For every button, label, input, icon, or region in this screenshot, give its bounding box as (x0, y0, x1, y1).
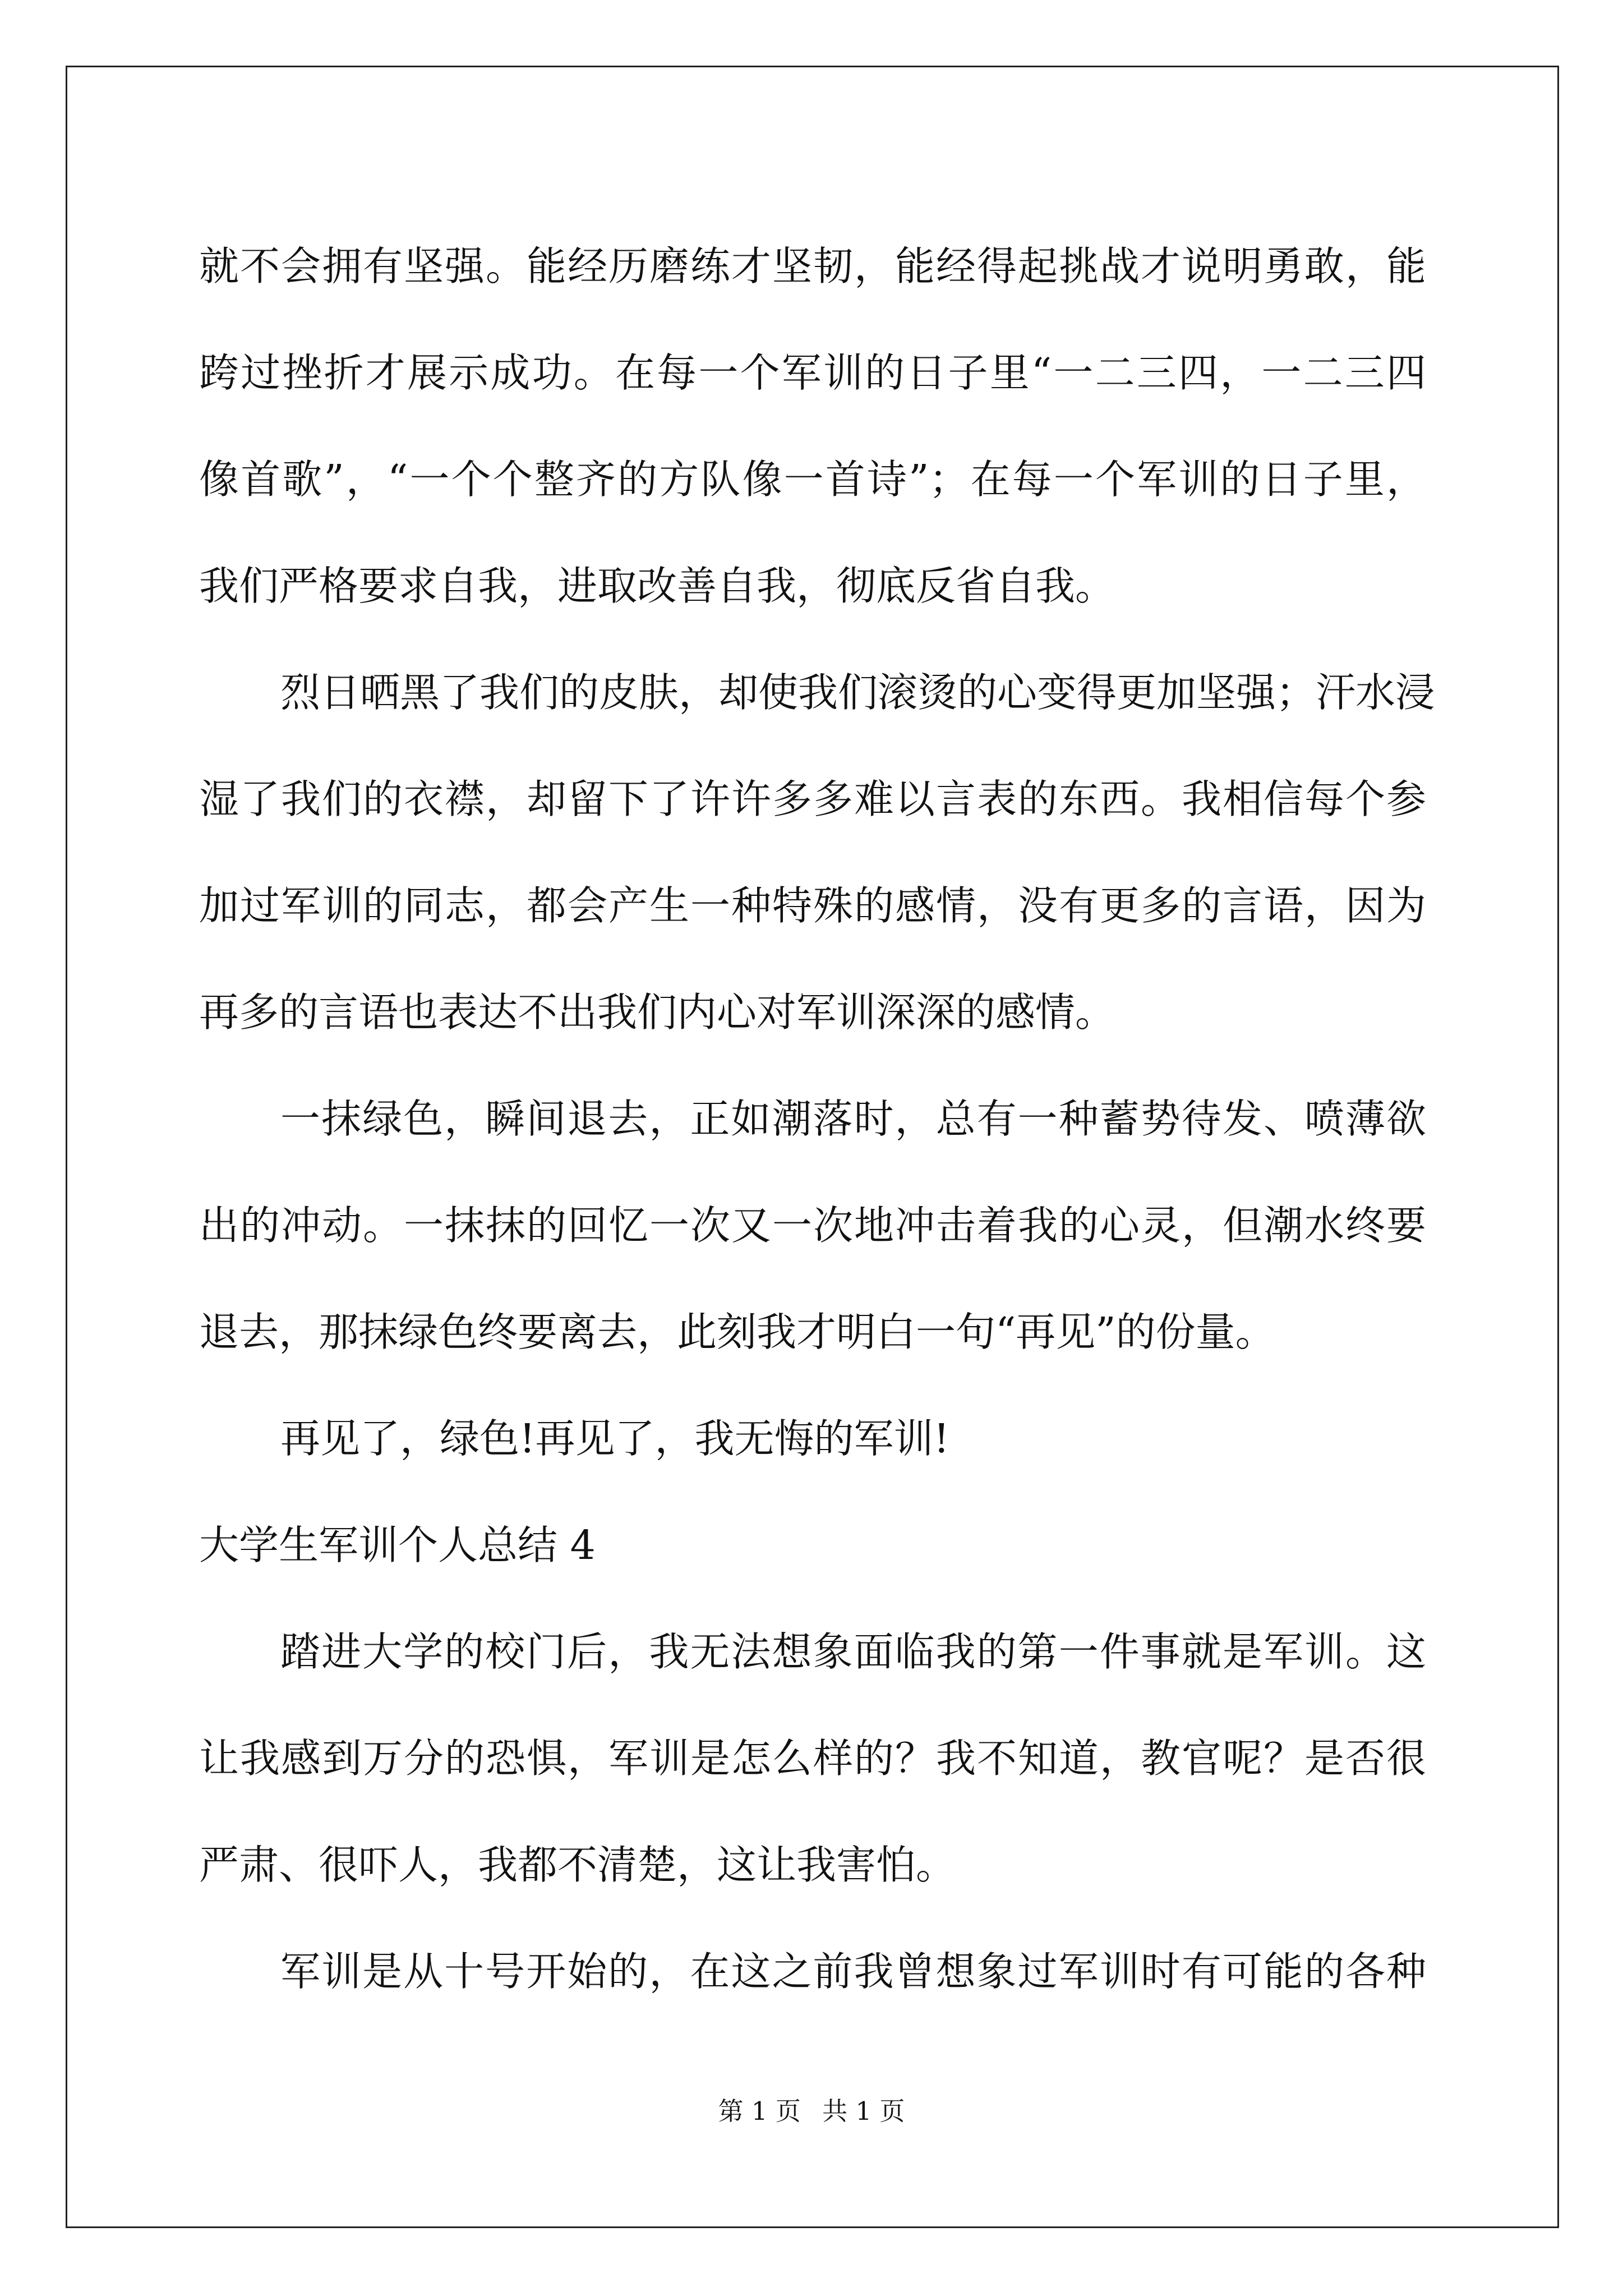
paragraph-line: 让我感到万分的恐惧，军训是怎么样的？我不知道，教官呢？是否很 (199, 1735, 1426, 1782)
paragraph-line: 我们严格要求自我，进取改善自我，彻底反省自我。 (199, 563, 1115, 609)
page-total: 共 1 页 (822, 2096, 905, 2126)
paragraph-line: 再多的言语也表达不出我们内心对军训深深的感情。 (199, 989, 1115, 1036)
paragraph-line: 烈日晒黑了我们的皮肤，却使我们滚烫的心变得更加坚强；汗水浸 (280, 669, 1436, 716)
page-number: 第 1 页 (718, 2096, 801, 2126)
paragraph-line: 军训是从十号开始的，在这之前我曾想象过军训时有可能的各种 (280, 1948, 1426, 1995)
paragraph-line: 一抹绿色，瞬间退去，正如潮落时，总有一种蓄势待发、喷薄欲 (280, 1096, 1426, 1142)
paragraph-line: 严肃、很吓人，我都不清楚，这让我害怕。 (199, 1842, 956, 1888)
paragraph-line: 加过军训的同志，都会产生一种特殊的感情，没有更多的言语，因为 (199, 882, 1426, 929)
paragraph-line: 就不会拥有坚强。能经历磨练才坚韧，能经得起挑战才说明勇敢，能 (199, 243, 1426, 289)
paragraph-line: 跨过挫折才展示成功。在每一个军训的日子里“一二三四，一二三四 (199, 349, 1426, 396)
paragraph-line: 退去，那抹绿色终要离去，此刻我才明白一句“再见”的份量。 (199, 1309, 1275, 1355)
paragraph-line: 像首歌”，“一个个整齐的方队像一首诗”；在每一个军训的日子里， (199, 456, 1426, 503)
document-body (199, 213, 1436, 2025)
paragraph-line: 湿了我们的衣襟，却留下了许许多多难以言表的东西。我相信每个参 (199, 776, 1426, 822)
paragraph-line: 再见了，绿色!再见了，我无悔的军训! (280, 1415, 950, 1462)
paragraph-line: 踏进大学的校门后，我无法想象面临我的第一件事就是军训。这 (280, 1628, 1426, 1675)
section-heading: 大学生军训个人总结 4 (199, 1522, 596, 1568)
page-footer (0, 2091, 1623, 2127)
paragraph-line: 出的冲动。一抹抹的回忆一次又一次地冲击着我的心灵，但潮水终要 (199, 1202, 1426, 1249)
